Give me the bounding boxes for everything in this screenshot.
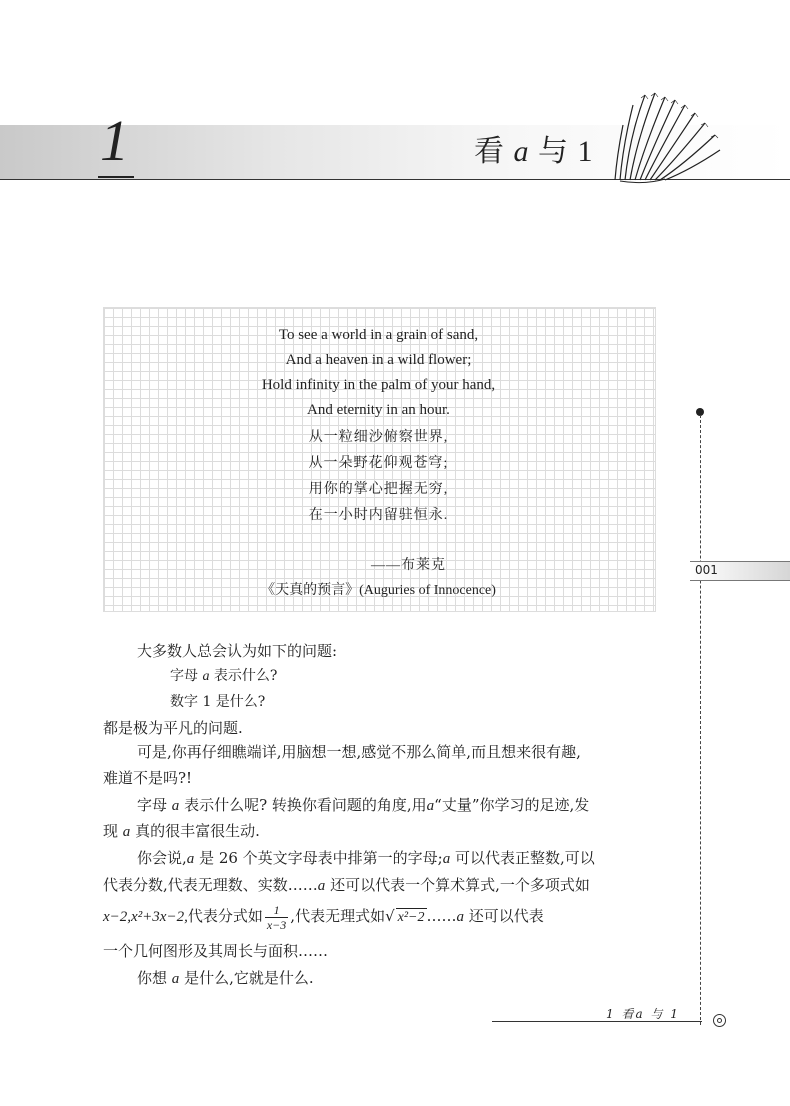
poem-author: ——布莱克 [371,558,446,573]
poem-cn-line: 用你的掌心把握无穷, [308,482,449,497]
poem-cn-line: 在一小时内留驻恒永. [308,508,449,523]
poem-en-line: To see a world in a grain of sand, [278,327,479,343]
body-paragraph: 现 a 真的很丰富很生动. [103,822,260,840]
body-paragraph: 你想 a 是什么,它就是什么. [137,969,314,987]
body-paragraph: 代表分数,代表无理数、实数……a 还可以代表一个算术算式,一个多项式如 [103,876,590,894]
body-paragraph: 你会说,a 是 26 个英文字母表中排第一的字母;a 可以代表正整数,可以 [137,849,595,867]
body-paragraph: 一个几何图形及其周长与面积…… [103,942,329,960]
body-paragraph: 字母 a 表示什么呢? 转换你看问题的角度,用a“丈量”你学习的足迹,发 [137,796,590,814]
chapter-number-underline [98,176,134,178]
running-footer: 1 看a 与 1 [606,1007,680,1021]
body-paragraph: 可是,你再仔细瞧端详,用脑想一想,感觉不那么简单,而且想来很有趣, [137,743,581,761]
poem-en-line: And a heaven in a wild flower; [285,352,472,368]
chapter-title: 看 a 与 1 [474,135,594,168]
page-number: 001 [695,563,718,577]
poem-source: 《天真的预言》(Auguries of Innocence) [261,583,496,598]
body-question: 数字 1 是什么? [170,694,266,710]
body-paragraph: 都是极为平凡的问题. [103,719,243,737]
poem-cn-line: 从一朵野花仰观苍穹; [308,456,449,471]
poem-cn-line: 从一粒细沙俯察世界, [308,430,449,445]
poem-en-line: And eternity in an hour. [307,402,450,418]
body-paragraph: 难道不是吗?! [103,769,193,787]
body-paragraph: 大多数人总会认为如下的问题: [137,642,338,660]
fraction-expression: $\frac{1}{x-3}$ [266,902,287,932]
body-paragraph-math: x−2,x²+3x−2,代表分式如 $\frac{1}{x-3}$ ,代表无理式如√ x²−2 ……a 还可以代表 [103,902,544,932]
chapter-number: 1 [100,108,129,173]
footer-circle-icon [713,1014,726,1027]
grass-decoration-icon [605,85,725,185]
body-question: 字母 a 表示什么? [170,668,278,684]
poem-en-line: Hold infinity in the palm of your hand, [261,377,496,393]
margin-dashed-line [700,415,701,1025]
sqrt-expression: x²−2 [397,910,425,925]
